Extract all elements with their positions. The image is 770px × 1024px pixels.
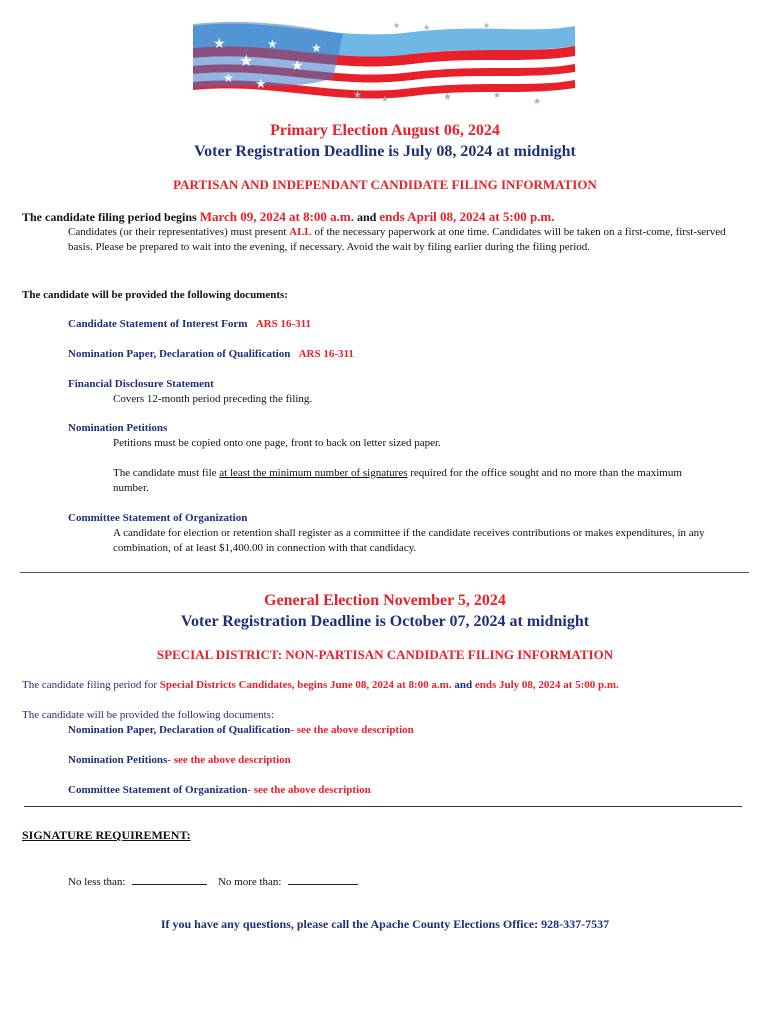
doc-financial-disclosure: Financial Disclosure Statement bbox=[68, 378, 214, 390]
svg-text:★: ★ bbox=[291, 59, 304, 74]
doc-nomination-petitions: Nomination Petitions bbox=[68, 422, 168, 434]
contact-line: If you have any questions, please call the Apache County Elections Office: 928-337-7537 bbox=[160, 917, 610, 931]
signature-line bbox=[68, 873, 358, 890]
doc-nomination-petitions-desc: Petitions must be copied onto one page, front to back on letter sized paper. bbox=[113, 437, 441, 449]
svg-text:★: ★ bbox=[423, 23, 431, 32]
svg-text:★: ★ bbox=[267, 37, 278, 51]
general-deadline: Voter Registration Deadline is October 07, 2024 at midnight bbox=[180, 613, 590, 630]
primary-docs-intro: The candidate will be provided the following documents: bbox=[22, 289, 288, 301]
svg-text:★: ★ bbox=[311, 41, 322, 55]
svg-text:★: ★ bbox=[239, 53, 254, 70]
doc-candidate-statement: Candidate Statement of Interest Form ARS 16-311 bbox=[68, 318, 311, 330]
svg-text:★: ★ bbox=[443, 92, 452, 103]
general-title: General Election November 5, 2024 bbox=[264, 592, 506, 609]
general-filing-period: The candidate filing period for Special Districts Candidates, begins June 08, 2024 at 8:00 a.m. and ends July 08, 2024 at 5:00 p.m. bbox=[22, 679, 619, 691]
primary-deadline: Voter Registration Deadline is July 08, 2024 at midnight bbox=[194, 143, 576, 160]
primary-candidates-note: Candidates (or their representatives) must present ALL of the necessary paperwork at one time. Candidates will be taken on a first-come, first-served basis. Please be prepared to wait into the evening, if necessary. Avoid the wait by filing earlier during the filing period. bbox=[68, 226, 726, 253]
svg-text:★: ★ bbox=[381, 94, 390, 104]
signature-heading: SIGNATURE REQUIREMENT: bbox=[22, 828, 191, 842]
no-less-blank[interactable] bbox=[132, 873, 207, 885]
primary-heading: PARTISAN AND INDEPENDANT CANDIDATE FILING INFORMATION bbox=[173, 177, 597, 192]
general-doc-nomination-paper: Nomination Paper, Declaration of Qualification- see the above description bbox=[68, 724, 414, 736]
no-more-blank[interactable] bbox=[288, 873, 358, 885]
svg-text:★: ★ bbox=[223, 71, 234, 85]
doc-committee-statement: Committee Statement of Organization bbox=[68, 512, 248, 524]
section-divider bbox=[20, 572, 749, 573]
doc-financial-disclosure-desc: Covers 12-month period preceding the filing. bbox=[113, 393, 313, 405]
svg-text:★: ★ bbox=[533, 96, 542, 106]
svg-text:★: ★ bbox=[213, 37, 226, 52]
svg-text:★: ★ bbox=[493, 90, 502, 100]
no-more-label: No more than: bbox=[217, 876, 282, 888]
doc-committee-statement-desc: A candidate for election or retention shall register as a committee if the candidate receives contributions or makes expenditures, in any combination, of at least $1,400.00 in connection with that candidacy. bbox=[113, 527, 705, 554]
general-heading: SPECIAL DISTRICT: NON-PARTISAN CANDIDATE FILING INFORMATION bbox=[156, 647, 614, 662]
dashed-divider bbox=[24, 806, 742, 807]
svg-text:★: ★ bbox=[255, 76, 267, 91]
flag-banner bbox=[193, 18, 575, 108]
general-doc-nomination-petitions: Nomination Petitions- see the above description bbox=[68, 754, 291, 766]
general-doc-committee-statement: Committee Statement of Organization- see the above description bbox=[68, 784, 371, 796]
doc-nomination-paper: Nomination Paper, Declaration of Qualification ARS 16-311 bbox=[68, 348, 354, 360]
svg-text:★: ★ bbox=[483, 21, 491, 30]
primary-title: Primary Election August 06, 2024 bbox=[270, 122, 500, 139]
doc-nomination-petitions-note: The candidate must file at least the minimum number of signatures required for the office sought and no more than the maximum number. bbox=[113, 467, 682, 494]
svg-text:★: ★ bbox=[393, 21, 401, 30]
svg-text:★: ★ bbox=[353, 90, 362, 101]
general-docs-intro: The candidate will be provided the following documents: bbox=[22, 709, 275, 721]
no-less-label: No less than: bbox=[68, 876, 126, 888]
primary-filing-period: The candidate filing period begins March 09, 2024 at 8:00 a.m. and ends April 08, 2024 at 5:00 p.m. bbox=[22, 209, 555, 224]
